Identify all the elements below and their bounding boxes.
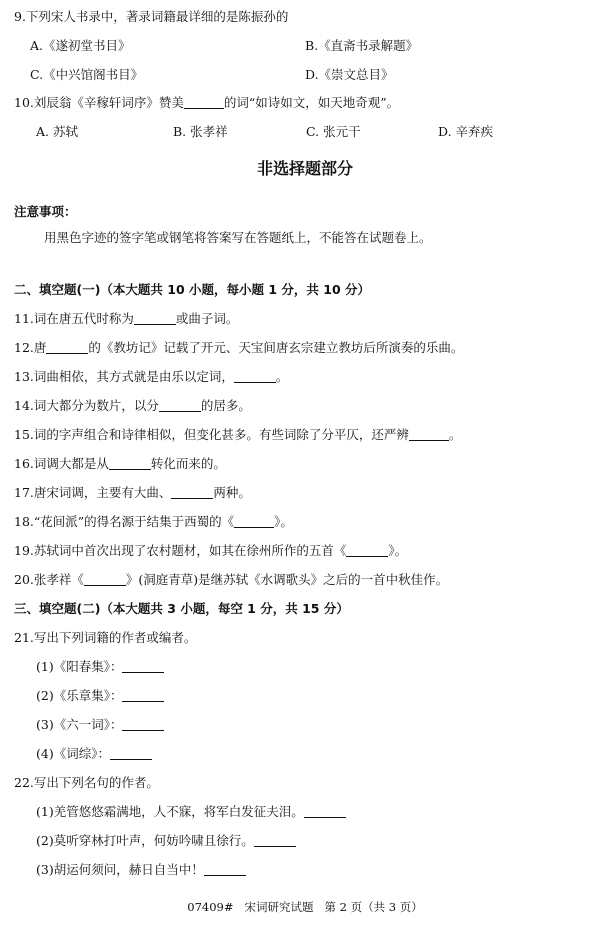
- question-text: (4)《词综》：: [36, 746, 110, 761]
- question-text: 。: [275, 369, 289, 384]
- question-22-item: [36, 804, 346, 820]
- question-17: [14, 485, 251, 501]
- exam-subject: 宋词研究试题: [244, 900, 314, 914]
- question-18: [14, 514, 293, 530]
- answer-blank: [110, 747, 152, 760]
- answer-blank: [171, 486, 213, 499]
- answer-blank: [134, 312, 176, 325]
- answer-blank: [234, 370, 276, 383]
- answer-blank: [159, 399, 201, 412]
- question-21-item: [36, 717, 164, 733]
- section-title: 非选择题部分: [256, 159, 353, 178]
- page-number: 第 2 页（共 3 页）: [324, 900, 423, 914]
- question-22-item: [36, 833, 296, 849]
- question-text: 》(洞庭青草)是继苏轼《水调歌头》之后的一首中秋佳作。: [125, 572, 449, 587]
- question-text: (3)胡运何须问，赫日自当中！: [36, 862, 204, 877]
- question-text: 20.张孝祥《: [14, 572, 84, 587]
- answer-blank: [346, 544, 388, 557]
- option-10c: C. 张元干: [306, 124, 361, 139]
- option-9c: C.《中兴馆阁书目》: [30, 67, 144, 82]
- answer-blank: [304, 805, 346, 818]
- answer-blank: [122, 689, 164, 702]
- part-2-heading: 二、填空题(一)（本大题共 10 小题，每小题 1 分，共 10 分）: [14, 282, 371, 297]
- question-text: 17.唐宋词调，主要有大曲、: [14, 485, 172, 500]
- question-text: 12.唐: [14, 340, 47, 355]
- question-text: 的居多。: [200, 398, 251, 413]
- question-text: 或曲子词。: [175, 311, 239, 326]
- answer-blank: [122, 660, 164, 673]
- question-10-stem: [14, 95, 399, 111]
- question-21-item: [36, 688, 164, 704]
- part-3-heading: 三、填空题(二)（本大题共 3 小题，每空 1 分，共 15 分）: [14, 601, 349, 616]
- question-text: 。: [448, 427, 462, 442]
- answer-blank: [109, 457, 151, 470]
- question-15: [14, 427, 461, 443]
- question-22-item: [36, 862, 246, 878]
- question-text: 》。: [274, 514, 293, 529]
- option-10d: D. 辛弃疾: [438, 124, 494, 139]
- answer-blank: [409, 428, 449, 441]
- answer-blank: [122, 718, 164, 731]
- option-9d: D.《崇文总目》: [305, 67, 394, 82]
- question-text: 的《教坊记》记载了开元、天宝间唐玄宗建立教坊后所演奏的乐曲。: [88, 340, 464, 355]
- question-text: 13.词曲相依，其方式就是由乐以定词，: [14, 369, 234, 384]
- question-text: 转化而来的。: [150, 456, 226, 471]
- question-text: (1)羌管悠悠霜满地，人不寐，将军白发征夫泪。: [36, 804, 304, 819]
- question-21-item: [36, 659, 164, 675]
- question-text: 16.词调大都是从: [14, 456, 109, 471]
- answer-blank: [184, 96, 224, 109]
- question-14: [14, 398, 251, 414]
- question-21-item: [36, 746, 152, 762]
- question-19: [14, 543, 407, 559]
- question-text: 11.词在唐五代时称为: [14, 311, 134, 326]
- question-text: 两种。: [213, 485, 251, 500]
- notice-text: 用黑色字迹的签字笔或钢笔将答案写在答题纸上，不能答在试题卷上。: [44, 230, 432, 245]
- question-text: 15.词的字声组合和诗律相似，但变化甚多。有些词除了分平仄，还严辨: [14, 427, 409, 442]
- option-10a: A. 苏轼: [36, 124, 78, 139]
- question-text: (3)《六一词》：: [36, 717, 123, 732]
- answer-blank: [46, 341, 88, 354]
- exam-code: 07409#: [187, 900, 234, 914]
- question-text: (2)莫听穿林打叶声，何妨吟啸且徐行。: [36, 833, 254, 848]
- page-footer: [0, 899, 610, 915]
- answer-blank: [204, 863, 246, 876]
- question-12: [14, 340, 463, 356]
- question-10-stem-before: 10.刘辰翁《辛稼轩词序》赞美: [14, 95, 184, 110]
- answer-blank: [254, 834, 296, 847]
- question-text: 14.词大都分为数片，以分: [14, 398, 159, 413]
- option-9a: A.《遂初堂书目》: [30, 38, 131, 53]
- option-10b: B. 张孝祥: [173, 124, 228, 139]
- question-text: (2)《乐章集》：: [36, 688, 123, 703]
- question-16: [14, 456, 226, 472]
- notice-heading: 注意事项：: [14, 204, 77, 219]
- question-text: 18.“花间派”的得名源于结集于西蜀的《: [14, 514, 235, 529]
- question-9-stem: 9.下列宋人书录中，著录词籍最详细的是陈振孙的: [14, 9, 289, 24]
- question-text: 19.苏轼词中首次出现了农村题材，如其在徐州所作的五首《: [14, 543, 347, 558]
- question-text: 》。: [388, 543, 408, 558]
- question-10-stem-after: 的词“如诗如文，如天地奇观”。: [223, 95, 400, 110]
- answer-blank: [234, 515, 274, 528]
- question-22-stem: 22.写出下列名句的作者。: [14, 775, 159, 790]
- option-9b: B.《直斋书录解题》: [305, 38, 419, 53]
- question-text: (1)《阳春集》：: [36, 659, 123, 674]
- question-20: [14, 572, 448, 588]
- question-21-stem: 21.写出下列词籍的作者或编者。: [14, 630, 197, 645]
- answer-blank: [84, 573, 126, 586]
- question-11: [14, 311, 238, 327]
- question-13: [14, 369, 288, 385]
